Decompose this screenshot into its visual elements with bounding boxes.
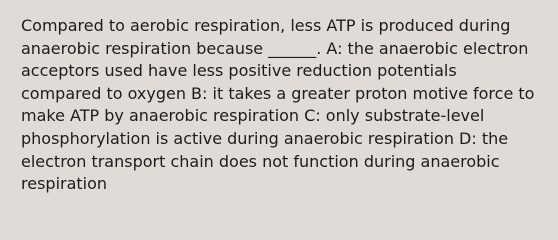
question-text: Compared to aerobic respiration, less ATP is produced during anaerobic respiration because ______. A: the anaerobic electron acceptors used have less positive reduction potentials compared to oxygen B: it takes a greater proton motive force to make ATP by anaerobic respiration C: only substrate-level phosphorylation is active during anaerobic respiration D: the electron transport chain does not function during anaerobic respiration [21,16,535,194]
